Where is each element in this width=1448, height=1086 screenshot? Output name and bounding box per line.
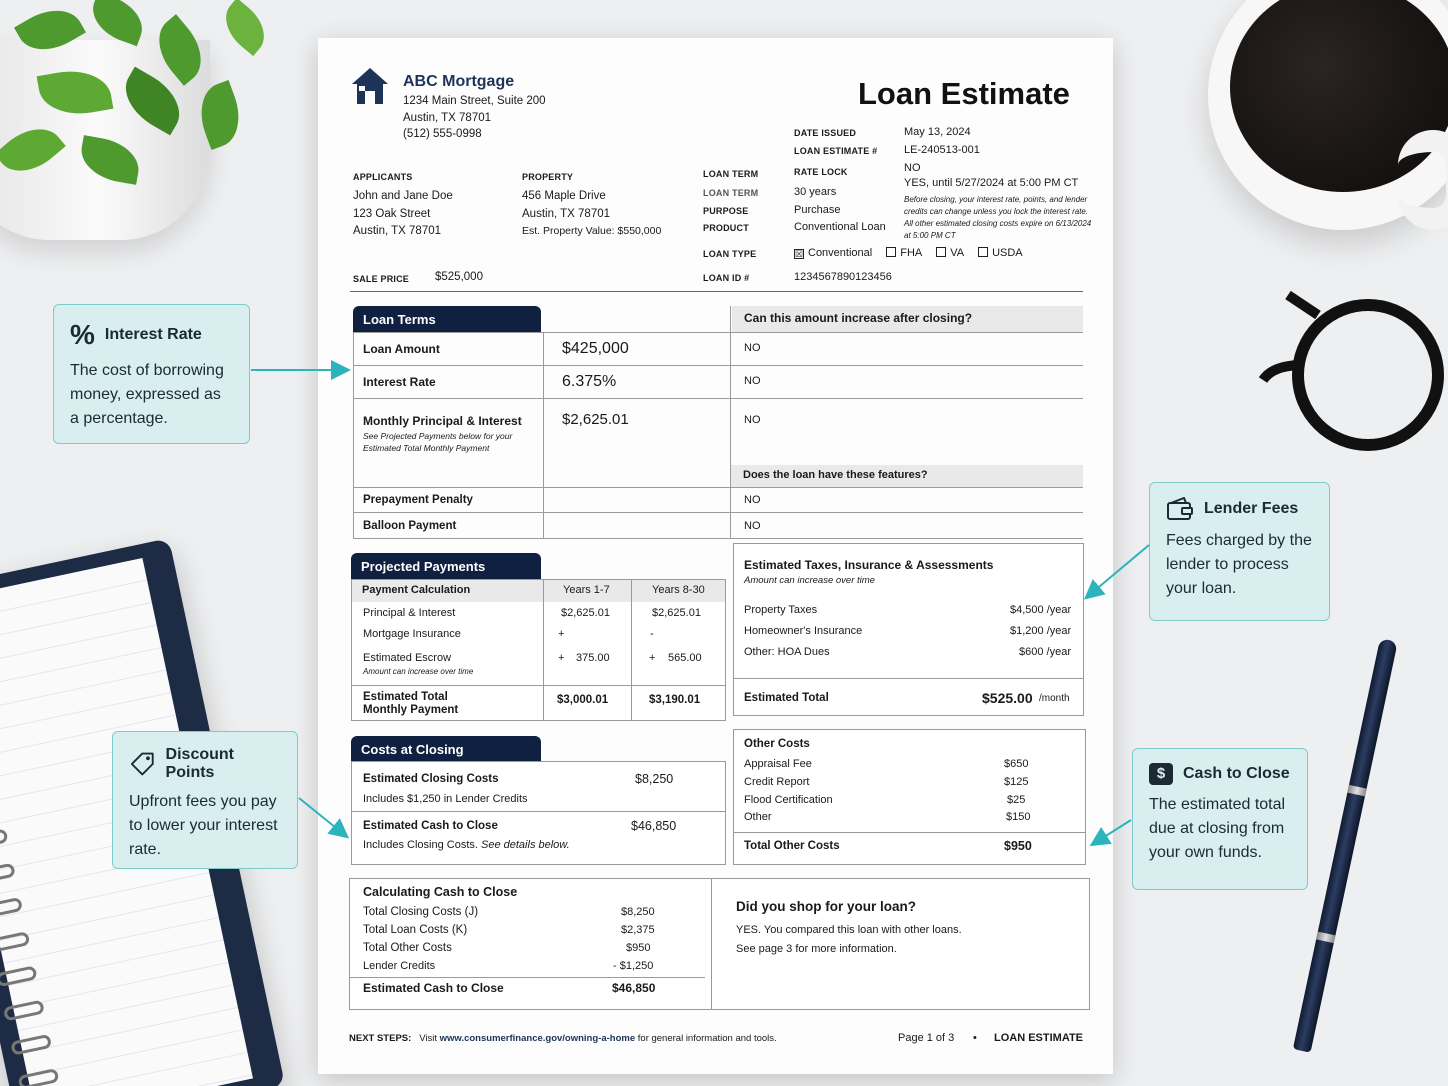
total-closing-costs: $8,250 [621,906,655,918]
escrow-sign: + [649,652,656,664]
closing-costs: $8,250 [635,772,674,786]
applicants-block: John and Jane Doe 123 Oak Street Austin, TX 78701 [353,190,453,237]
cash-to-close-note: Includes Closing Costs. See details below. [363,839,570,851]
other-fee-label: Other [744,811,772,823]
callout-title: Interest Rate [104,326,202,343]
checked-box-icon: ☒ [795,249,804,259]
loan-type-fha[interactable]: FHA [886,247,922,259]
calc-other-costs-label: Total Other Costs [363,942,452,954]
total-closing-costs-label: Total Closing Costs (J) [363,906,479,918]
monthly-pi-label: Monthly Principal & Interest [363,414,522,428]
features-question: Does the loan have these features? [731,465,1083,487]
callout-body: The cost of borrowing money, expressed as a percentage. [70,362,224,427]
rate-lock-yes: YES, until 5/27/2024 at 5:00 PM CT [904,177,1079,189]
pi-label: Principal & Interest [363,607,456,619]
interest-rate-answer: NO [744,375,761,387]
callout-title: Cash to Close [1183,765,1290,782]
homeowners-insurance-label: Homeowner's Insurance [744,625,863,637]
callout-body: Fees charged by the lender to process your loan. [1166,532,1312,597]
loan-amount-answer: NO [744,342,761,354]
other-fee: $150 [1006,811,1031,823]
product-label: PRODUCT [703,223,749,233]
years-1-7-header: Years 1-7 [563,584,610,596]
escrow-sign: + [558,652,565,664]
mi-years-1-7: + [558,628,565,640]
credit-report: $125 [1004,776,1029,788]
total-years-8-30: $3,190.01 [649,694,701,706]
property-taxes-label: Property Taxes [744,604,818,616]
purpose-label: PURPOSE [703,206,749,216]
loan-terms-question: Can this amount increase after closing? [732,306,1083,332]
lender-credits-label: Lender Credits [363,960,436,972]
taxes-total-label: Estimated Total [744,692,829,704]
cash-to-close: $46,850 [631,819,677,833]
closing-costs-label: Estimated Closing Costs [363,773,499,785]
footer-bullet: • [973,1032,977,1044]
shop-line-2: See page 3 for more information. [736,943,897,955]
calculating-title: Calculating Cash to Close [363,885,518,899]
cash-to-close-label: Estimated Cash to Close [363,820,498,832]
escrow-years-1-7: 375.00 [576,652,610,664]
interest-rate: 6.375% [562,373,617,390]
monthly-pi-note: See Projected Payments below for your Estimated Total Monthly Payment [363,431,513,453]
shop-line-1: YES. You compared this loan with other loans. [736,924,962,936]
sale-price: $525,000 [435,271,483,283]
taxes-total-unit: /month [1039,693,1070,704]
property-block: 456 Maple Drive Austin, TX 78701 Est. Property Value: $550,000 [522,190,662,237]
balloon-payment-answer: NO [744,520,761,532]
pi-years-8-30: $2,625.01 [652,607,701,619]
estimate-number: LE-240513-001 [904,144,980,156]
total-loan-costs-label: Total Loan Costs (K) [363,924,468,936]
taxes-note: Amount can increase over time [744,575,875,586]
calc-cash-to-close: $46,850 [612,981,656,995]
loan-amount-label: Loan Amount [363,342,440,356]
arrow-lender-fees [1087,545,1149,597]
appraisal-fee: $650 [1004,758,1029,770]
product: Conventional Loan [794,221,886,233]
applicants-label: APPLICANTS [353,172,413,182]
document-title: Loan Estimate [858,76,1070,111]
loan-id-label: LOAN ID # [703,273,750,283]
escrow-note: Amount can increase over time [363,667,474,676]
total-years-1-7: $3,000.01 [557,694,609,706]
taxes-total: $525.00 [982,690,1033,706]
years-8-30-header: Years 8-30 [652,584,705,596]
arrow-discount-points [299,798,346,836]
arrow-cash-to-close [1093,820,1131,844]
property-label: PROPERTY [522,172,574,182]
shop-title: Did you shop for your loan? [736,899,916,914]
loan-term-label: LOAN TERM [703,169,759,179]
money-icon: $ [1149,763,1173,785]
rate-lock-label: RATE LOCK [794,167,848,177]
lender-name: ABC Mortgage [403,73,515,90]
other-costs-title: Other Costs [744,738,810,750]
prepayment-penalty-answer: NO [744,494,761,506]
pi-years-1-7: $2,625.01 [561,607,610,619]
percent-icon: % [70,319,95,350]
calc-other-costs: $950 [626,942,651,954]
loan-id: 1234567890123456 [794,271,892,283]
monthly-pi: $2,625.01 [562,411,629,428]
balloon-payment-label: Balloon Payment [363,520,457,532]
footer-doc-name: LOAN ESTIMATE [994,1032,1084,1044]
property-taxes: $4,500 /year [1010,604,1072,616]
loan-type-usda[interactable]: USDA [978,247,1023,259]
prepayment-penalty-label: Prepayment Penalty [363,494,473,506]
hoa-dues-label: Other: HOA Dues [744,646,830,658]
loan-amount: $425,000 [562,340,629,357]
credit-report-label: Credit Report [744,776,810,788]
escrow-years-8-30: 565.00 [668,652,702,664]
flood-certification: $25 [1007,794,1026,806]
callout-title: Discount Points [165,746,234,781]
taxes-title: Estimated Taxes, Insurance & Assessments [744,558,994,572]
purpose: Purchase [794,204,841,216]
date-issued-label: DATE ISSUED [794,128,857,138]
estimate-number-label: LOAN ESTIMATE # [794,146,878,156]
lender-address: 1234 Main Street, Suite 200 Austin, TX 78701 (512) 555-0998 [403,95,546,140]
sale-price-label: SALE PRICE [353,274,410,284]
monthly-pi-answer: NO [744,414,761,426]
callout-body: The estimated total due at closing from your own funds. [1149,796,1286,861]
flood-certification-label: Flood Certification [744,794,833,806]
date-issued: May 13, 2024 [904,126,971,138]
next-steps: NEXT STEPS: Visit www.consumerfinance.gov/owning-a-home for general information and tools. [349,1033,777,1044]
homeowners-insurance: $1,200 /year [1010,625,1072,637]
mi-years-8-30: - [650,628,654,640]
costs-at-closing-header: Costs at Closing [351,736,541,762]
loan-type-label: LOAN TYPE [703,249,757,259]
rate-lock-note: Before closing, your interest rate, points, and lender credits can change unless you lock the interest rate. All other estimated closing costs expire on 6/13/2024 at 5:00 PM CT [904,195,1092,240]
callout-title: Lender Fees [1204,500,1299,517]
loan-term: 30 years [794,186,837,198]
projected-payments-header: Projected Payments [351,553,541,579]
calc-cash-to-close-label: Estimated Cash to Close [363,981,504,995]
loan-type-va[interactable]: VA [936,247,964,259]
loan-terms-header: Loan Terms [353,306,541,332]
escrow-label: Estimated Escrow [363,652,452,664]
loan-term-label-2: LOAN TERM [703,188,759,198]
interest-rate-label: Interest Rate [363,375,436,389]
total-loan-costs: $2,375 [621,924,655,936]
estimated-total-label: Estimated Total Monthly Payment [363,691,459,716]
closing-costs-note: Includes $1,250 in Lender Credits [363,793,528,805]
page-number: Page 1 of 3 [898,1032,955,1044]
hoa-dues: $600 /year [1019,646,1071,658]
callout-body: Upfront fees you pay to lower your interest rate. [129,793,278,858]
mi-label: Mortgage Insurance [363,628,461,640]
consumerfinance-link[interactable]: www.consumerfinance.gov/owning-a-home [439,1033,636,1044]
loan-type-conventional[interactable]: ☒ Conventional [795,247,873,259]
rate-lock-no: NO [904,162,921,174]
total-other-costs-label: Total Other Costs [744,840,840,852]
appraisal-fee-label: Appraisal Fee [744,758,812,770]
total-other-costs: $950 [1004,839,1032,853]
projected-header-row: Payment Calculation [352,580,725,602]
lender-credits: - $1,250 [613,960,654,972]
